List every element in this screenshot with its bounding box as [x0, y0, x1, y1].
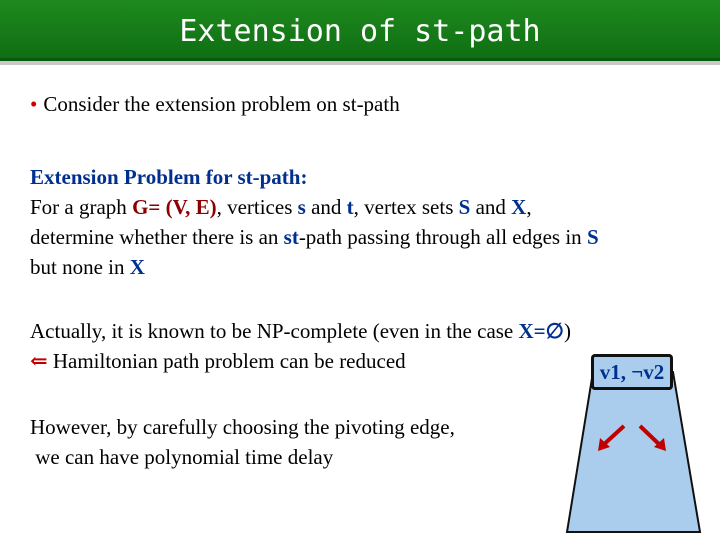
bullet-dot-icon: •: [30, 92, 38, 116]
text-segment: ,: [526, 195, 532, 219]
np-line-1: [30, 316, 700, 346]
text-segment: Hamiltonian path problem can be reduced: [47, 349, 406, 373]
np-complete-note: [30, 316, 700, 376]
reduce-arrow-icon: ⇐: [30, 349, 48, 373]
set-S: S: [458, 195, 471, 219]
delay-note: [30, 412, 700, 472]
vertex-s: s: [297, 195, 306, 219]
text-segment: For a graph: [30, 195, 133, 219]
delay-line-2: we can have polynomial time delay: [30, 445, 334, 469]
text-segment: determine whether there is an: [30, 225, 284, 249]
case-term: X=∅: [518, 319, 564, 343]
set-S: S: [586, 225, 599, 249]
delay-line-1: However, by carefully choosing the pivoting edge,: [30, 415, 455, 439]
set-X: X: [129, 255, 145, 279]
text-segment: but none in: [30, 255, 130, 279]
text-segment: ): [563, 319, 571, 343]
graph-term: G= (V, E): [132, 195, 217, 219]
vertex-t: t: [346, 195, 354, 219]
pivot-node-label: v1, ¬v2: [591, 354, 673, 390]
np-line-2: [30, 346, 700, 376]
text-segment: and: [470, 195, 512, 219]
st-term: st: [283, 225, 299, 249]
text-segment: -path passing through all edges in: [298, 225, 587, 249]
text-segment: , vertices: [216, 195, 298, 219]
text-segment: and: [305, 195, 347, 219]
set-X: X: [511, 195, 527, 219]
text-segment: , vertex sets: [353, 195, 459, 219]
bullet-text: Consider the extension problem on st-path: [43, 92, 400, 116]
slide-title: Extension of st-path: [179, 14, 541, 49]
text-segment: Actually, it is known to be NP-complete (even in the case: [30, 319, 519, 343]
problem-heading: Extension Problem for st-path:: [30, 165, 308, 189]
